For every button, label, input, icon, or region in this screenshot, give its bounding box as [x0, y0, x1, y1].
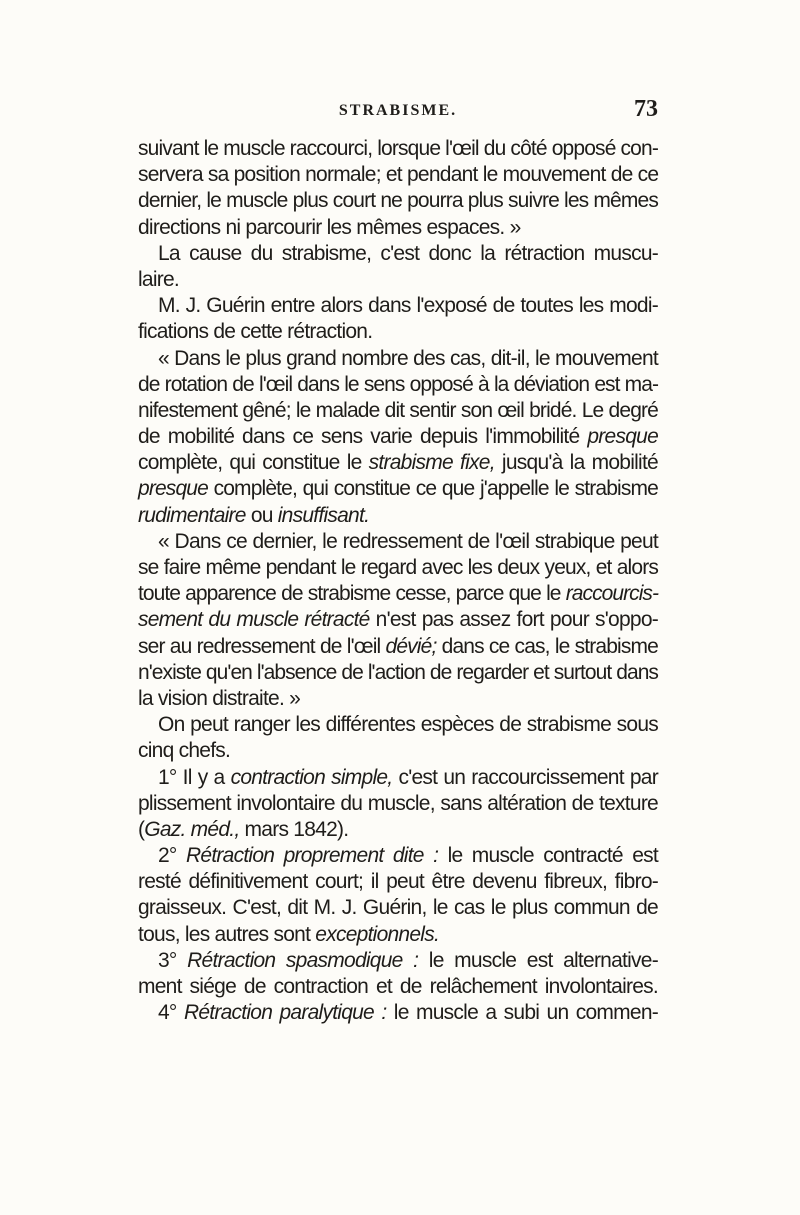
text-segment: 3°: [158, 948, 188, 972]
text-line: la vision distraite. »: [138, 686, 301, 710]
italic-segment: Rétraction paralytique :: [183, 1001, 387, 1025]
text-line: On peut ranger les différentes espèces de strabisme sous: [158, 713, 658, 737]
text-line: dernier, le muscle plus court ne pourra plus suivre les mêmes: [138, 189, 658, 213]
italic-segment: presque: [587, 425, 658, 449]
italic-segment: sement du muscle rétracté: [138, 608, 370, 632]
text-line: directions ni parcourir les mêmes espaces. »: [138, 215, 521, 239]
text-line: [138, 922, 658, 948]
italic-segment: insuffisant.: [277, 503, 370, 527]
text-line: « Dans le plus grand nombre des cas, dit-il, le mouvement: [158, 346, 658, 370]
text-segment: 2°: [158, 844, 186, 868]
text-line: ment siége de contraction et de relâchement involontaires.: [138, 975, 658, 998]
text-line: fications de cette rétraction.: [138, 320, 373, 344]
text-segment: ou: [245, 503, 278, 527]
text-segment: n'est pas assez fort pour s'oppo-: [369, 608, 658, 632]
text-line: [138, 817, 658, 843]
text-line: cinq chefs.: [138, 739, 231, 763]
text-line: [138, 765, 658, 791]
text-segment: le muscle est alternative-: [418, 948, 658, 972]
text-segment: ser au redressement de l'œil: [138, 634, 386, 658]
text-segment: le muscle a subi un commen-: [386, 1001, 658, 1025]
text-line: [138, 1000, 658, 1026]
text-segment: jusqu'à la mobilité: [494, 451, 658, 475]
text-line: servera sa position normale; et pendant le mouvement de ce: [138, 163, 659, 187]
text-line: n'existe qu'en l'absence de l'action de regarder et surtout dans: [138, 660, 658, 684]
text-segment: tous, les autres sont: [138, 922, 316, 946]
text-segment: toute apparence de strabisme cesse, parce que le: [138, 582, 566, 606]
text-line: [138, 450, 658, 476]
italic-segment: raccourcis-: [565, 582, 658, 606]
text-line: [138, 607, 658, 633]
text-segment: de mobilité dans ce sens varie depuis l'immobilité: [138, 425, 588, 449]
text-line: M. J. Guérin entre alors dans l'exposé de toutes les modi-: [158, 294, 658, 318]
text-segment: le muscle contracté est: [438, 844, 658, 868]
text-line: [138, 581, 658, 607]
italic-segment: exceptionnels.: [315, 922, 440, 946]
text-line: [138, 424, 658, 450]
body-text: [138, 136, 658, 1026]
italic-segment: Rétraction proprement dite :: [185, 844, 439, 868]
text-line: [138, 948, 658, 974]
running-head: [138, 96, 658, 136]
text-line: [138, 503, 658, 529]
text-line: laire.: [138, 267, 180, 291]
text-line: nifestement gêné; le malade dit sentir son œil bridé. Le degré: [138, 398, 658, 422]
italic-segment: contraction simple,: [230, 765, 393, 789]
italic-segment: dévié;: [385, 634, 437, 658]
italic-segment: Rétraction spasmodique :: [187, 948, 419, 972]
text-segment: (: [138, 817, 145, 841]
text-line: plissement involontaire du muscle, sans altération de texture: [138, 791, 658, 815]
italic-segment: rudimentaire: [138, 503, 246, 527]
text-segment: complète, qui constitue ce que j'appelle le strabisme: [207, 477, 658, 501]
text-segment: c'est un raccourcissement par: [392, 765, 658, 789]
text-line: graisseux. C'est, dit M. J. Guérin, le cas le plus commun de: [138, 896, 658, 920]
italic-segment: Gaz. méd.,: [144, 817, 240, 841]
text-line: [138, 843, 658, 869]
italic-segment: presque: [138, 477, 208, 501]
text-line: [138, 476, 658, 502]
text-segment: 4°: [158, 1001, 184, 1025]
text-segment: 1° Il y a: [158, 765, 231, 789]
text-segment: complète, qui constitue le: [138, 451, 369, 475]
running-title: STRABISME.: [338, 102, 458, 119]
page-number: 73: [634, 96, 658, 122]
text-segment: mars 1842).: [239, 817, 349, 841]
italic-segment: strabisme fixe,: [368, 451, 495, 475]
text-line: La cause du strabisme, c'est donc la rétraction muscu-: [158, 241, 658, 265]
text-line: [138, 634, 658, 660]
text-line: suivant le muscle raccourci, lorsque l'œil du côté opposé con-: [138, 137, 658, 160]
text-line: resté définitivement court; il peut être devenu fibreux, fibro-: [138, 870, 658, 894]
text-line: de rotation de l'œil dans le sens opposé à la déviation est ma-: [138, 372, 658, 396]
text-line: se faire même pendant le regard avec les deux yeux, et alors: [138, 556, 658, 579]
text-segment: dans ce cas, le strabisme: [436, 634, 658, 658]
text-line: « Dans ce dernier, le redressement de l'œil strabique peut: [158, 529, 658, 553]
